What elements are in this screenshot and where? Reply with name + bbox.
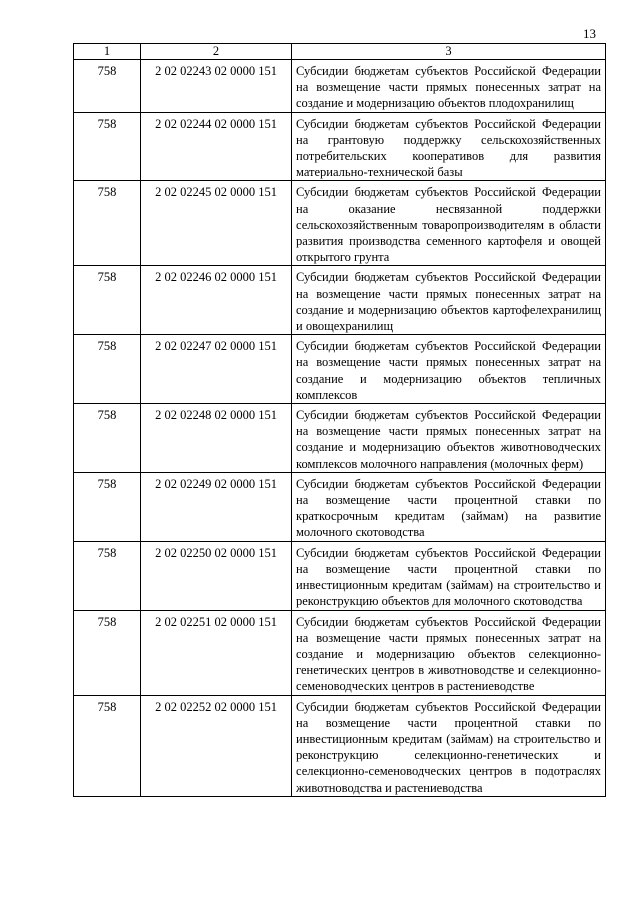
table-row xyxy=(74,404,606,473)
column-header-3: 3 xyxy=(292,44,606,60)
revenue-name-cell: Субсидии бюджетам субъектов Российской Федерации на возмещение части прямых понесенных затрат на создание и модернизацию объектов тепличных комплексов xyxy=(292,335,606,404)
revenue-name-cell: Субсидии бюджетам субъектов Российской Федерации на возмещение части прямых понесенных затрат на создание и модернизацию объектов плодохранилищ xyxy=(292,60,606,113)
budget-code-cell: 2 02 02244 02 0000 151 xyxy=(141,112,292,181)
table-row xyxy=(74,472,606,541)
budget-code-cell: 2 02 02246 02 0000 151 xyxy=(141,266,292,335)
budget-code-cell: 2 02 02252 02 0000 151 xyxy=(141,695,292,796)
admin-code-cell: 758 xyxy=(74,181,141,266)
table-row xyxy=(74,181,606,266)
table-row xyxy=(74,112,606,181)
table-row xyxy=(74,60,606,113)
admin-code-cell: 758 xyxy=(74,112,141,181)
table-row xyxy=(74,695,606,796)
budget-code-cell: 2 02 02248 02 0000 151 xyxy=(141,404,292,473)
revenue-name-cell: Субсидии бюджетам субъектов Российской Федерации на возмещение части процентной ставки по краткосрочным кредитам (займам) на развитие молочного скотоводства xyxy=(292,472,606,541)
admin-code-cell: 758 xyxy=(74,472,141,541)
revenue-name-cell: Субсидии бюджетам субъектов Российской Федерации на возмещение части прямых понесенных затрат на создание и модернизацию объектов картофелехранилищ и овощехранилищ xyxy=(292,266,606,335)
admin-code-cell: 758 xyxy=(74,335,141,404)
revenue-name-cell: Субсидии бюджетам субъектов Российской Федерации на возмещение части процентной ставки по инвестиционным кредитам (займам) на строительство и реконструкцию объектов для молочного скотоводства xyxy=(292,541,606,610)
column-header-2: 2 xyxy=(141,44,292,60)
revenue-name-cell: Субсидии бюджетам субъектов Российской Федерации на возмещение части прямых понесенных затрат на создание и модернизацию объектов селекционно-генетических центров в животноводстве и селекционно-семеноводческих центров в растениеводстве xyxy=(292,610,606,695)
revenue-name-cell: Субсидии бюджетам субъектов Российской Федерации на возмещение части процентной ставки по инвестиционным кредитам (займам) на строительство и реконструкцию селекционно-генетических и селекционно-семеноводческих центров в подотраслях животноводства и растениеводства xyxy=(292,695,606,796)
revenue-name-cell: Субсидии бюджетам субъектов Российской Федерации на грантовую поддержку сельскохозяйственных потребительских кооперативов для развития материально-технической базы xyxy=(292,112,606,181)
budget-code-cell: 2 02 02247 02 0000 151 xyxy=(141,335,292,404)
admin-code-cell: 758 xyxy=(74,695,141,796)
revenue-name-cell: Субсидии бюджетам субъектов Российской Федерации на оказание несвязанной поддержки сельскохозяйственным товаропроизводителям в области развития производства семенного картофеля и овощей открытого грунта xyxy=(292,181,606,266)
budget-code-cell: 2 02 02243 02 0000 151 xyxy=(141,60,292,113)
budget-code-cell: 2 02 02245 02 0000 151 xyxy=(141,181,292,266)
budget-code-cell: 2 02 02251 02 0000 151 xyxy=(141,610,292,695)
table-row xyxy=(74,335,606,404)
revenue-name-cell: Субсидии бюджетам субъектов Российской Федерации на возмещение части прямых понесенных затрат на создание и модернизацию объектов животноводческих комплексов молочного направления (молочных ферм) xyxy=(292,404,606,473)
admin-code-cell: 758 xyxy=(74,610,141,695)
table-row xyxy=(74,541,606,610)
page-number: 13 xyxy=(583,26,596,41)
admin-code-cell: 758 xyxy=(74,266,141,335)
table-row xyxy=(74,610,606,695)
budget-code-cell: 2 02 02249 02 0000 151 xyxy=(141,472,292,541)
column-header-1: 1 xyxy=(74,44,141,60)
admin-code-cell: 758 xyxy=(74,404,141,473)
admin-code-cell: 758 xyxy=(74,60,141,113)
budget-classification-table xyxy=(73,43,606,797)
table-header-row xyxy=(74,44,606,60)
admin-code-cell: 758 xyxy=(74,541,141,610)
table-row xyxy=(74,266,606,335)
budget-code-cell: 2 02 02250 02 0000 151 xyxy=(141,541,292,610)
